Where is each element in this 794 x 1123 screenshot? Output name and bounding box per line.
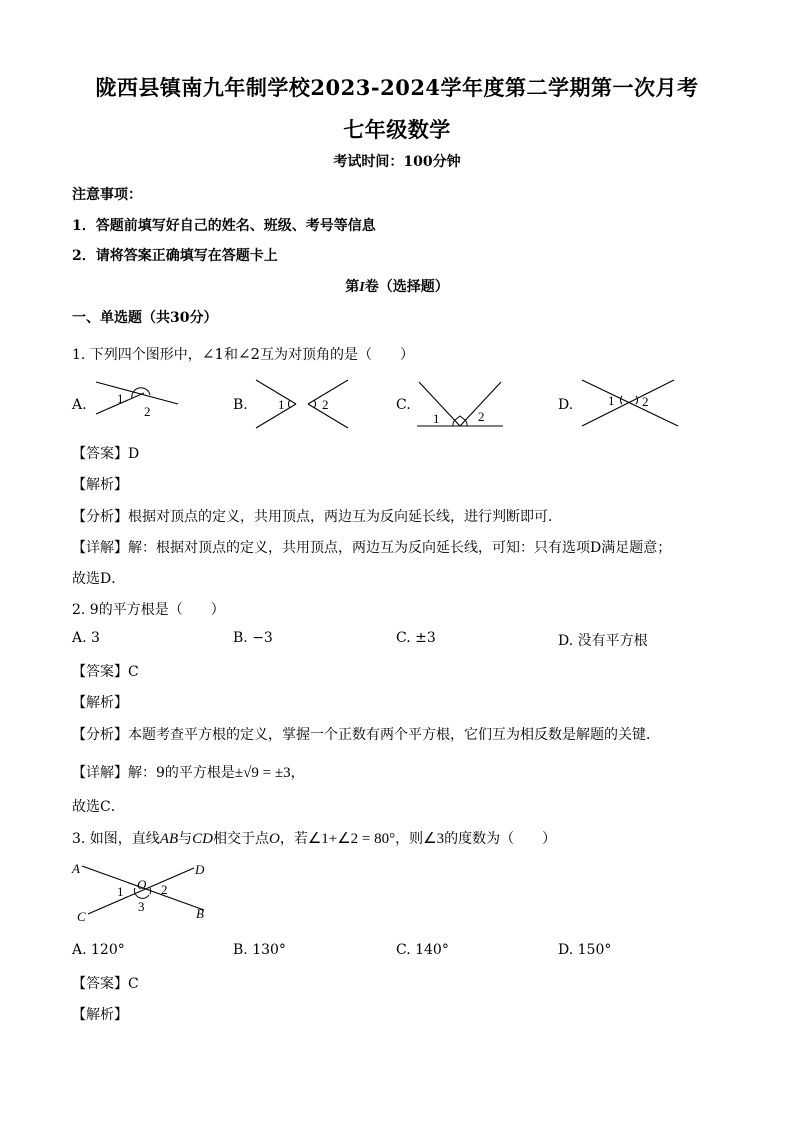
q1-option-a[interactable]: A.	[72, 397, 87, 413]
q1-angle1: ∠1	[201, 345, 224, 363]
q2-analysis: 【分析】本题考查平方根的定义，掌握一个正数有两个平方根，它们互为相反数是解题的关键．	[72, 727, 660, 743]
notes-item-2: 2．请将答案正确填写在答题卡上	[72, 248, 278, 264]
q2-detail-math: ±√9 = ±3	[234, 765, 291, 781]
notes-item-1: 1．答题前填写好自己的姓名、班级、考号等信息	[72, 218, 376, 234]
q3-label-o: O	[137, 877, 147, 892]
q1b-label-2: 2	[322, 397, 329, 412]
q3-label-3: 3	[138, 899, 145, 914]
section-heading: 一、单选题（共30分）	[72, 310, 218, 326]
part-title	[0, 276, 794, 296]
q3-figure	[68, 856, 218, 926]
q3-option-b[interactable]: B. 130°	[233, 942, 286, 958]
q3-if: ，若	[279, 831, 308, 847]
q3-then: ，则	[395, 831, 424, 847]
q1-stem	[72, 344, 414, 364]
q1c-label-2: 2	[478, 409, 485, 424]
q3-stem	[72, 828, 556, 848]
q2-detail-post: ，	[290, 765, 305, 781]
q3-answer: 【答案】C	[72, 976, 139, 992]
q3-intersect: 相交于点	[212, 831, 269, 847]
q1c-label-1: 1	[433, 411, 440, 426]
q3-with: 与	[178, 831, 193, 847]
q3-angle3: ∠3	[423, 831, 445, 847]
q1-stem-pre: 1. 下列四个图形中，	[72, 347, 202, 363]
q1-conclusion: 故选D．	[72, 571, 126, 587]
q1-figure-d	[576, 376, 681, 431]
q2-detail	[72, 762, 305, 782]
q2-analysis-title: 【解析】	[72, 695, 128, 711]
q2-option-b[interactable]: B. −3	[233, 630, 273, 646]
exam-time: 考试时间：100分钟	[333, 154, 461, 170]
part-title-mark: I	[359, 280, 365, 295]
q3-o: O	[268, 831, 280, 847]
q2-detail-pre: 【详解】解：9的平方根是	[72, 765, 235, 781]
q1-option-b[interactable]: B.	[233, 397, 248, 413]
q1a-label-1: 1	[117, 391, 124, 406]
part-title-pre: 第	[345, 279, 360, 295]
q2-option-c[interactable]: C. ±3	[396, 630, 436, 646]
q2-stem: 2. 9的平方根是（ ）	[72, 602, 225, 618]
q1-answer: 【答案】D	[72, 446, 140, 462]
q1-figure-b	[250, 376, 355, 431]
notes-heading: 注意事项：	[72, 187, 142, 203]
q1-option-c[interactable]: C.	[396, 397, 411, 413]
q2-option-a[interactable]: A. 3	[72, 630, 100, 646]
q1a-label-2: 2	[144, 404, 151, 418]
q2-answer: 【答案】C	[72, 664, 139, 680]
part-title-post: 卷（选择题）	[364, 279, 449, 295]
q3-analysis-title: 【解析】	[72, 1007, 128, 1023]
q1-analysis: 【分析】根据对顶点的定义，共用顶点，两边互为反向延长线，进行判断即可．	[72, 509, 562, 525]
q1-angle2: ∠2	[237, 345, 261, 363]
exam-title: 陇西县镇南九年制学校2023-2024学年度第二学期第一次月考	[95, 75, 699, 100]
q1-and: 和	[223, 347, 238, 363]
q1-stem-post: 互为对顶角的是（ ）	[260, 347, 415, 363]
q3-label-d: D	[195, 862, 205, 877]
q3-label-c: C	[77, 909, 86, 924]
q3-cd: CD	[192, 831, 213, 847]
q3-stem-pre: 3. 如图，直线	[72, 831, 160, 847]
q1-option-d[interactable]: D.	[558, 397, 574, 413]
q1d-label-2: 2	[642, 394, 649, 409]
q2-option-d[interactable]: D. 没有平方根	[558, 633, 648, 649]
q3-label-a: A	[72, 861, 80, 876]
q3-label-2: 2	[161, 882, 168, 897]
q1d-label-1: 1	[608, 393, 615, 408]
q1b-label-1: 1	[278, 397, 285, 412]
q1-figure-a	[88, 378, 183, 418]
q3-option-c[interactable]: C. 140°	[396, 942, 449, 958]
q1-detail: 【详解】解：根据对顶点的定义，共用顶点，两边互为反向延长线，可知：只有选项D满足题意；	[72, 540, 672, 556]
q2-conclusion: 故选C．	[72, 799, 125, 815]
q1-analysis-title: 【解析】	[72, 477, 128, 493]
q3-option-a[interactable]: A. 120°	[72, 942, 125, 958]
q3-label-b: B	[196, 906, 204, 921]
q3-ab: AB	[159, 831, 179, 847]
q1-figure-c	[413, 376, 508, 431]
q3-stem-post: 的度数为（ ）	[444, 831, 557, 847]
q3-option-d[interactable]: D. 150°	[558, 942, 612, 958]
q3-cond: ∠1+∠2 = 80°	[307, 831, 396, 847]
q3-label-1: 1	[117, 884, 124, 899]
exam-subtitle: 七年级数学	[343, 117, 451, 142]
